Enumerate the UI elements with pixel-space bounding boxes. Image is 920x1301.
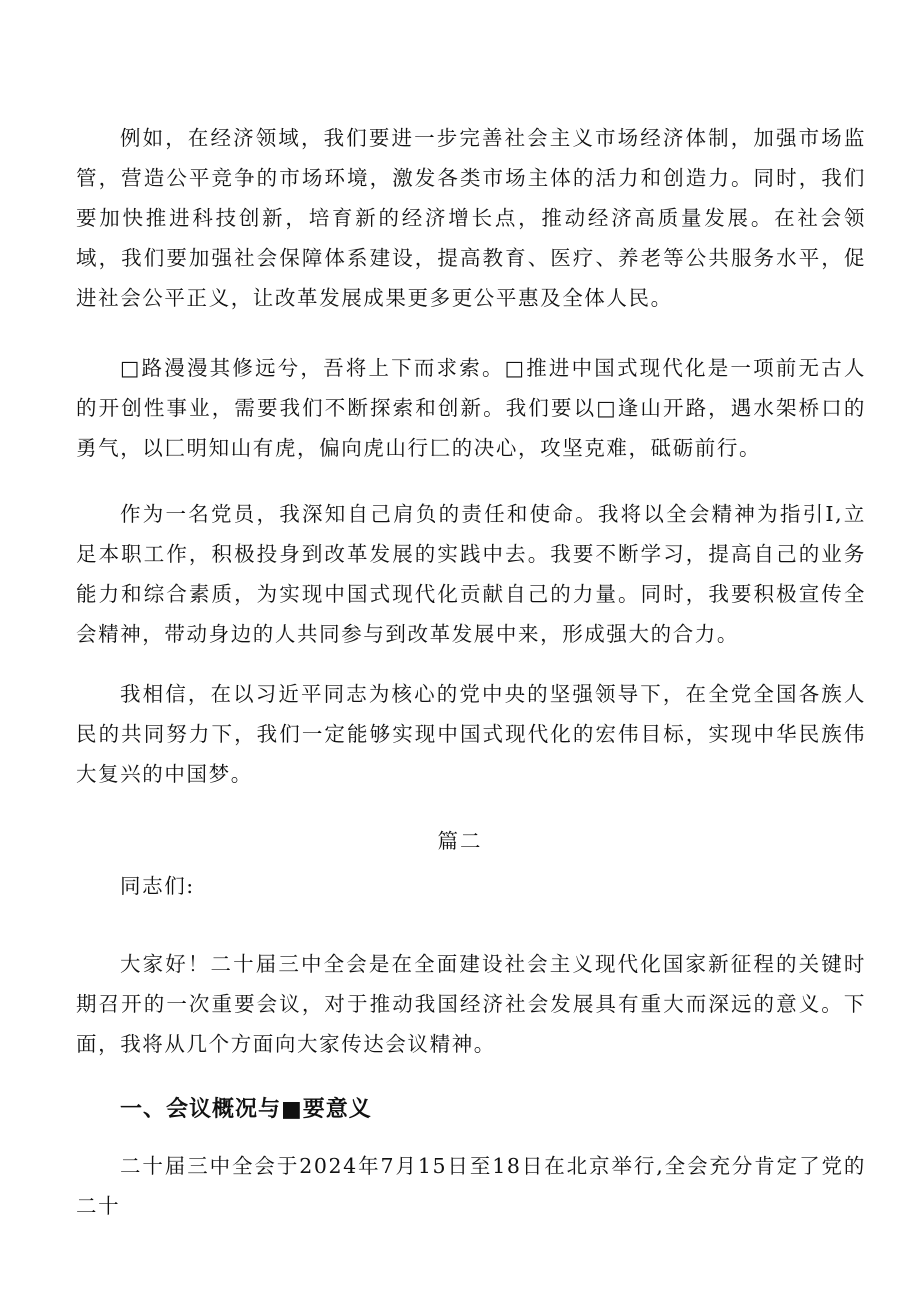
salutation: 同志们: bbox=[120, 874, 195, 898]
section-title: 篇二 bbox=[437, 829, 483, 853]
paragraph-intro: 大家好！二十届三中全会是在全面建设社会主义现代化国家新征程的关键时期召开的一次重要会议，对于推动我国经济社会发展具有重大而深远的意义。下面，我将从几个方面向大家传达会议精神。 bbox=[76, 952, 866, 1056]
section-heading: 一、会议概况与■要意义 bbox=[120, 1097, 372, 1122]
paragraph-meeting-overview: 二十届三中全会于2024年7月15日至18日在北京举行,全会充分肯定了党的二十 bbox=[76, 1154, 866, 1218]
paragraph-exploration: □路漫漫其修远兮，吾将上下而求索。□推进中国式现代化是一项前无古人的开创性事业，需要我们不断探索和创新。我们要以□逢山开路，遇水架桥口的勇气，以匚明知山有虎，偏向虎山行匚的决心，攻坚克难，砥砺前行。 bbox=[76, 356, 866, 460]
paragraph-party-member: 作为一名党员，我深知自己肩负的责任和使命。我将以全会精神为指引I,立足本职工作，积极投身到改革发展的实践中去。我要不断学习，提高自己的业务能力和综合素质，为实现中国式现代化贡献自己的力量。同时，我要积极宣传全会精神，带动身边的人共同参与到改革发展中来，形成强大的合力。 bbox=[76, 502, 866, 646]
paragraph-belief: 我相信，在以习近平同志为核心的党中央的坚强领导下，在全党全国各族人民的共同努力下，我们一定能够实现中国式现代化的宏伟目标，实现中华民族伟大复兴的中国梦。 bbox=[76, 682, 866, 786]
paragraph-economy-society: 例如，在经济领域，我们要进一步完善社会主义市场经济体制，加强市场监管，营造公平竞争的市场环境，激发各类市场主体的活力和创造力。同时，我们要加快推进科技创新，培育新的经济增长点，推动经济高质量发展。在社会领域，我们要加强社会保障体系建设，提高教育、医疗、养老等公共服务水平，促进社会公平正义，让改革发展成果更多更公平惠及全体人民。 bbox=[76, 126, 866, 310]
